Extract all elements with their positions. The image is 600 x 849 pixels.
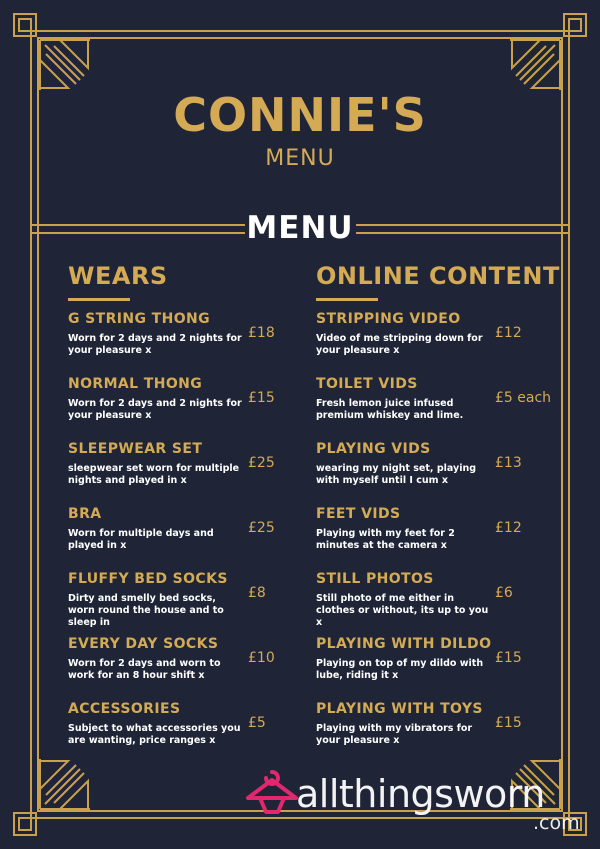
menu-item: [68, 571, 318, 636]
menu-banner-label: MENU: [246, 210, 354, 246]
item-price: £5: [248, 715, 266, 731]
item-name: ACCESSORIES: [68, 701, 181, 717]
hanger-icon: [244, 768, 300, 818]
wears-heading: WEARS: [68, 262, 168, 290]
item-price: £13: [495, 455, 522, 471]
item-price: £12: [495, 325, 522, 341]
item-description: Fresh lemon juice infused premium whiskey and lime.: [316, 398, 464, 421]
item-name: PLAYING WITH TOYS: [316, 701, 483, 717]
item-name: BRA: [68, 506, 102, 522]
item-description: wearing my night set, playing with myself until I cum x: [316, 463, 477, 486]
item-price: £8: [248, 585, 266, 601]
item-description: Still photo of me either in clothes or without, its up to you x: [316, 593, 489, 628]
heading-underline: [68, 298, 130, 301]
item-description: Worn for 2 days and 2 nights for your pleasure x: [68, 398, 242, 421]
item-description: Worn for 2 days and worn to work for an 8 hour shift x: [68, 658, 221, 681]
item-price: £25: [248, 455, 275, 471]
item-price: £5 each: [495, 390, 552, 406]
item-price: £12: [495, 520, 522, 536]
item-price: £15: [495, 715, 522, 731]
menu-item: [316, 506, 566, 571]
menu-item: [68, 506, 318, 571]
item-price: £25: [248, 520, 275, 536]
menu-item: [316, 701, 566, 766]
item-name: NORMAL THONG: [68, 376, 203, 392]
item-price: £15: [495, 650, 522, 666]
item-description: Video of me stripping down for your pleasure x: [316, 333, 483, 356]
item-name: PLAYING WITH DILDO: [316, 636, 492, 652]
item-name: TOILET VIDS: [316, 376, 418, 392]
item-description: Worn for 2 days and 2 nights for your pleasure x: [68, 333, 242, 356]
item-name: PLAYING VIDS: [316, 441, 431, 457]
menu-item: [68, 376, 318, 441]
item-description: Playing on top of my dildo with lube, riding it x: [316, 658, 484, 681]
watermark-tld: .com: [533, 812, 580, 834]
menu-item: [316, 571, 566, 636]
item-name: G STRING THONG: [68, 311, 211, 327]
menu-item: [316, 441, 566, 506]
item-name: STILL PHOTOS: [316, 571, 434, 587]
menu-subtitle: MENU: [265, 146, 335, 171]
menu-item: [316, 311, 566, 376]
item-price: £18: [248, 325, 275, 341]
item-description: Playing with my vibrators for your pleasure x: [316, 723, 473, 746]
menu-item: [68, 636, 318, 701]
menu-item: [316, 376, 566, 441]
heading-underline: [316, 298, 378, 301]
item-description: sleepwear set worn for multiple nights and played in x: [68, 463, 240, 486]
item-name: SLEEPWEAR SET: [68, 441, 203, 457]
menu-item: [68, 441, 318, 506]
item-name: FLUFFY BED SOCKS: [68, 571, 228, 587]
item-price: £10: [248, 650, 275, 666]
watermark-brand: allthingsworn: [296, 772, 545, 816]
item-name: EVERY DAY SOCKS: [68, 636, 219, 652]
item-description: Playing with my feet for 2 minutes at the camera x: [316, 528, 455, 551]
item-price: £15: [248, 390, 275, 406]
item-description: Dirty and smelly bed socks, worn round the house and to sleep in: [68, 593, 224, 628]
menu-item: [68, 311, 318, 376]
item-description: Subject to what accessories you are wanting, price ranges x: [68, 723, 241, 746]
item-price: £6: [495, 585, 513, 601]
item-name: FEET VIDS: [316, 506, 401, 522]
menu-owner-title: CONNIE'S: [173, 88, 427, 142]
menu-item: [68, 701, 318, 766]
item-description: Worn for multiple days and played in x: [68, 528, 214, 551]
menu-item: [316, 636, 566, 701]
online-content-column: [316, 262, 566, 766]
online-content-heading: ONLINE CONTENT: [316, 262, 560, 290]
wears-column: [68, 262, 318, 766]
item-name: STRIPPING VIDEO: [316, 311, 461, 327]
